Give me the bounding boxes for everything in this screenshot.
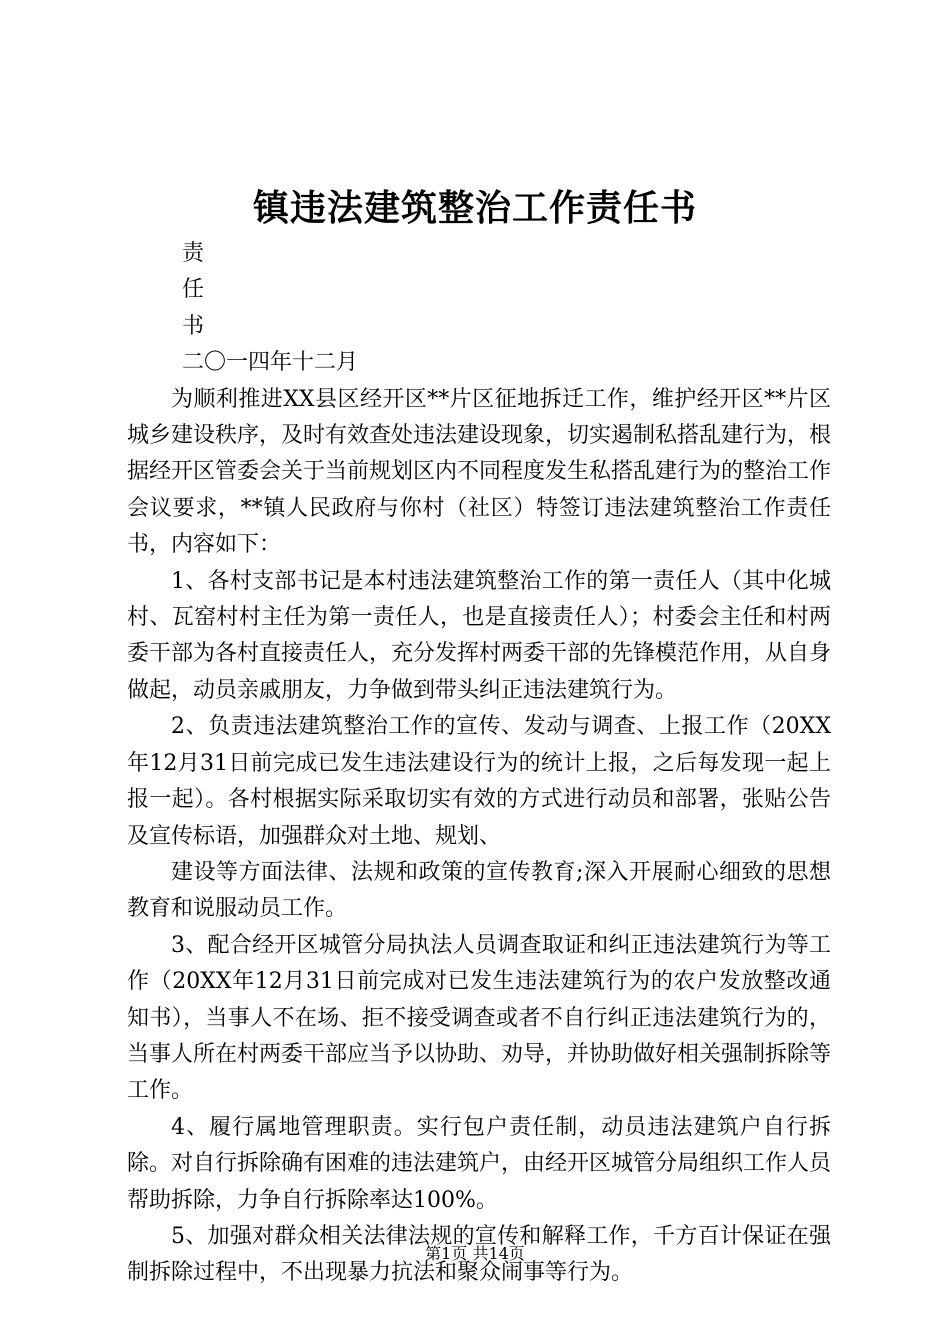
paragraph-item-5: 5、加强对群众相关法律法规的宣传和解释工作，千方百计保证在强制拆除过程中，不出现暴力抗法和聚众闹事等行为。 bbox=[127, 1223, 831, 1286]
paragraph-item-4: 4、履行属地管理职责。实行包户责任制，动员违法建筑户自行拆除。对自行拆除确有困难的违法建筑户，由经开区城管分局组织工作人员帮助拆除，力争自行拆除率达100%。 bbox=[127, 1114, 832, 1213]
document-body bbox=[127, 236, 831, 1292]
heading-char: 任 bbox=[182, 277, 205, 303]
paragraph-item-1: 1、各村支部书记是本村违法建筑整治工作的第一责任人（其中化城村、瓦窑村村主任为第一责任人，也是直接责任人）；村委会主任和村两委干部为各村直接责任人，充分发挥村两委干部的先锋模范作用，从自身做起，动员亲戚朋友，力争做到带头纠正违法建筑行为。 bbox=[127, 568, 832, 703]
paragraph-item-3: 3、配合经开区城管分局执法人员调查取证和纠正违法建筑行为等工作（20XX年12月31日前完成对已发生违法建筑行为的农户发放整改通知书），当事人不在场、拒不接受调查或者不自行纠正违法建筑行为的，当事人所在村两委干部应当予以协助、劝导，并协助做好相关强制拆除等工作。 bbox=[127, 932, 832, 1104]
page-number-footer: 第1页 共14页 bbox=[425, 1244, 525, 1263]
paragraph-item-2-cont: 建设等方面法律、法规和政策的宣传教育;深入开展耐心细致的思想教育和说服动员工作。 bbox=[127, 859, 831, 922]
paragraph-intro: 为顺利推进XX县区经开区**片区征地拆迁工作，维护经开区**片区城乡建设秩序，及时有效查处违法建设现象，切实遏制私搭乱建行为，根据经开区管委会关于当前规划区内不同程度发生私搭乱建行为的整治工作会议要求，**镇人民政府与你村（社区）特签订违法建筑整治工作责任书，内容如下： bbox=[127, 386, 832, 558]
document-date: 二〇一四年十二月 bbox=[182, 350, 359, 376]
heading-char: 责 bbox=[182, 241, 205, 266]
paragraph-item-2: 2、负责违法建筑整治工作的宣传、发动与调查、上报工作（20XX年12月31日前完成已发生违法建设行为的统计上报，之后每发现一起上报一起）。各村根据实际采取切实有效的方式进行动员和部署，张贴公告及宣传标语，加强群众对土地、规划、 bbox=[127, 714, 831, 849]
document-title: 镇违法建筑整治工作责任书 bbox=[252, 187, 697, 229]
heading-char: 书 bbox=[182, 313, 205, 339]
